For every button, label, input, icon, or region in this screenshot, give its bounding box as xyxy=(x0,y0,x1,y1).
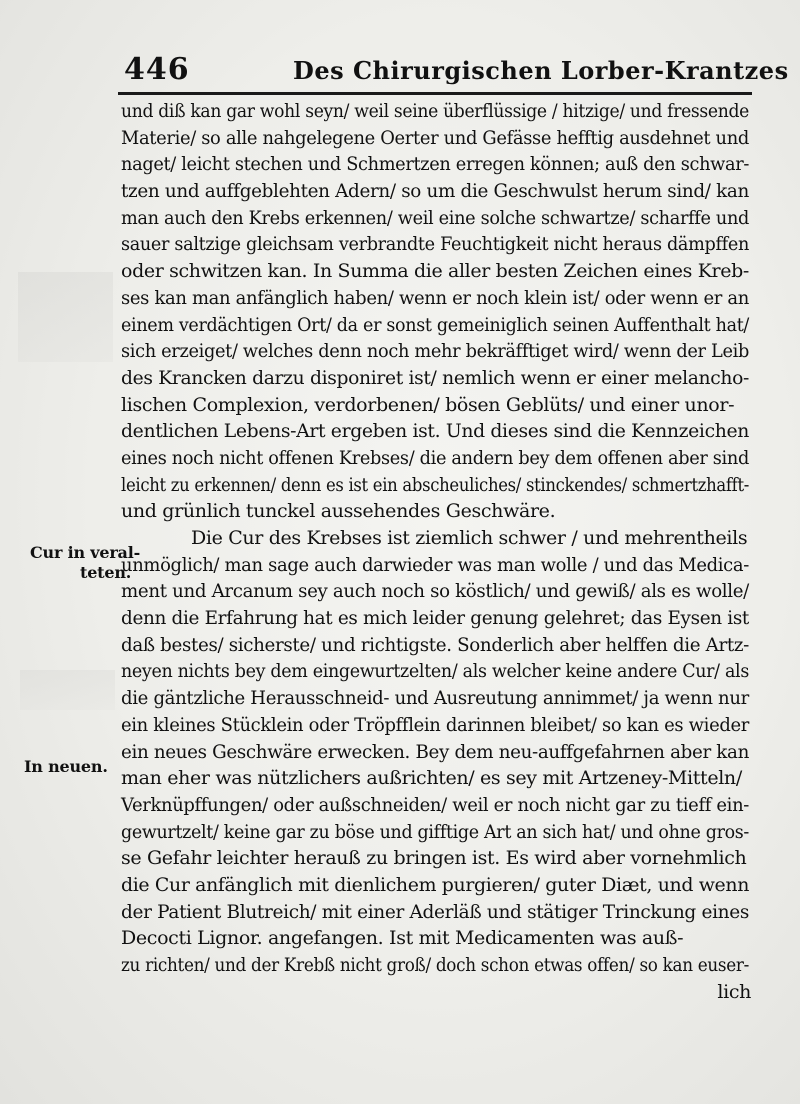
text-line: ein neues Geschwäre erwecken. Bey dem neu-auffgefahrnen aber kan xyxy=(121,740,750,763)
header-rule xyxy=(118,92,752,95)
text-line: neyen nichts bey dem eingewurtzelten/ als welcher keine andere Cur/ als xyxy=(121,660,749,683)
text-line: man auch den Krebs erkennen/ weil eine solche schwartze/ scharffe und xyxy=(121,206,750,229)
text-line: ment und Arcanum sey auch noch so köstlich/ und gewiß/ als es wolle/ xyxy=(121,580,749,603)
running-title: Des Chirurgischen Lorber-Krantzes xyxy=(293,56,789,85)
text-line: eines noch nicht offenen Krebses/ die andern bey dem offenen aber sind xyxy=(121,446,749,469)
text-line: unmöglich/ man sage auch darwieder was man wolle / und das Medica- xyxy=(121,553,749,576)
text-line: der Patient Blutreich/ mit einer Aderläß und stätiger Trinckung eines xyxy=(121,900,749,923)
show-through-decoration xyxy=(20,670,115,710)
text-line: Verknüpffungen/ oder außschneiden/ weil er noch nicht gar zu tieff ein- xyxy=(121,793,750,816)
text-line: einem verdächtigen Ort/ da er sonst gemeiniglich seinen Auffenthalt hat/ xyxy=(121,313,750,336)
catchword: lich xyxy=(717,980,751,1003)
margin-note-line: teten. xyxy=(80,563,132,582)
text-line: se Gefahr leichter herauß zu bringen ist. Es wird aber vornehmlich xyxy=(121,847,747,870)
text-line: Die Cur des Krebses ist ziemlich schwer / und mehrentheils xyxy=(191,527,748,549)
text-line: gewurtzelt/ keine gar zu böse und gifftige Art an sich hat/ und ohne gros- xyxy=(121,820,750,843)
text-line: naget/ leicht stechen und Schmertzen erregen können; auß den schwar- xyxy=(121,153,750,176)
margin-note-new-cure xyxy=(24,757,108,777)
text-line: oder schwitzen kan. In Summa die aller besten Zeichen eines Kreb- xyxy=(121,260,749,283)
text-line: und grünlich tunckel aussehendes Geschwäre. xyxy=(121,500,556,523)
text-line: ses kan man anfänglich haben/ wenn er noch klein ist/ oder wenn er an xyxy=(121,286,749,309)
page-number: 446 xyxy=(124,52,190,87)
text-line: Materie/ so alle nahgelegene Oerter und Gefässe hefftig ausdehnet und xyxy=(121,126,750,149)
main-text-block xyxy=(121,98,761,1005)
text-line: denn die Erfahrung hat es mich leider genung gelehret; das Eysen ist xyxy=(121,607,749,630)
text-line: zu richten/ und der Krebß nicht groß/ doch schon etwas offen/ so kan euser- xyxy=(121,954,749,976)
text-line: sich erzeiget/ welches denn noch mehr bekräfftiget wird/ wenn der Leib xyxy=(121,340,750,363)
show-through-decoration xyxy=(18,272,113,362)
text-line: tzen und auffgeblehten Adern/ so um die Geschwulst herum sind/ kan xyxy=(121,180,750,203)
page-header xyxy=(118,48,789,88)
margin-note-line: Cur in veral- xyxy=(30,543,141,562)
text-line: ein kleines Stücklein oder Tröpfflein darinnen bleibet/ so kan es wieder xyxy=(121,713,750,736)
text-line: des Krancken darzu disponiret ist/ nemlich wenn er einer melancho- xyxy=(121,366,749,389)
text-line: Decocti Lignor. angefangen. Ist mit Medicamenten was auß- xyxy=(121,927,684,950)
text-line: die gäntzliche Herausschneid- und Ausreutung annimmet/ ja wenn nur xyxy=(121,687,749,710)
text-line: die Cur anfänglich mit dienlichem purgieren/ guter Diæt, und wenn xyxy=(121,873,750,896)
margin-note-line: In neuen. xyxy=(24,757,108,776)
text-line: man eher was nützlichers außrichten/ es sey mit Artzeney-Mitteln/ xyxy=(121,767,742,790)
text-line: leicht zu erkennen/ denn es ist ein abscheuliches/ stinckendes/ schmertzhafft- xyxy=(121,473,750,496)
text-line: daß bestes/ sicherste/ und richtigste. Sonderlich aber helffen die Artz- xyxy=(121,633,749,656)
text-line: und diß kan gar wohl seyn/ weil seine überflüssige / hitzige/ und fressende xyxy=(121,100,749,122)
text-line: sauer saltzige gleichsam verbrandte Feuchtigkeit nicht heraus dämpffen xyxy=(121,233,749,256)
text-line: lischen Complexion, verdorbenen/ bösen Geblüts/ und einer unor- xyxy=(121,393,735,416)
text-line: dentlichen Lebens-Art ergeben ist. Und dieses sind die Kennzeichen xyxy=(121,420,750,443)
